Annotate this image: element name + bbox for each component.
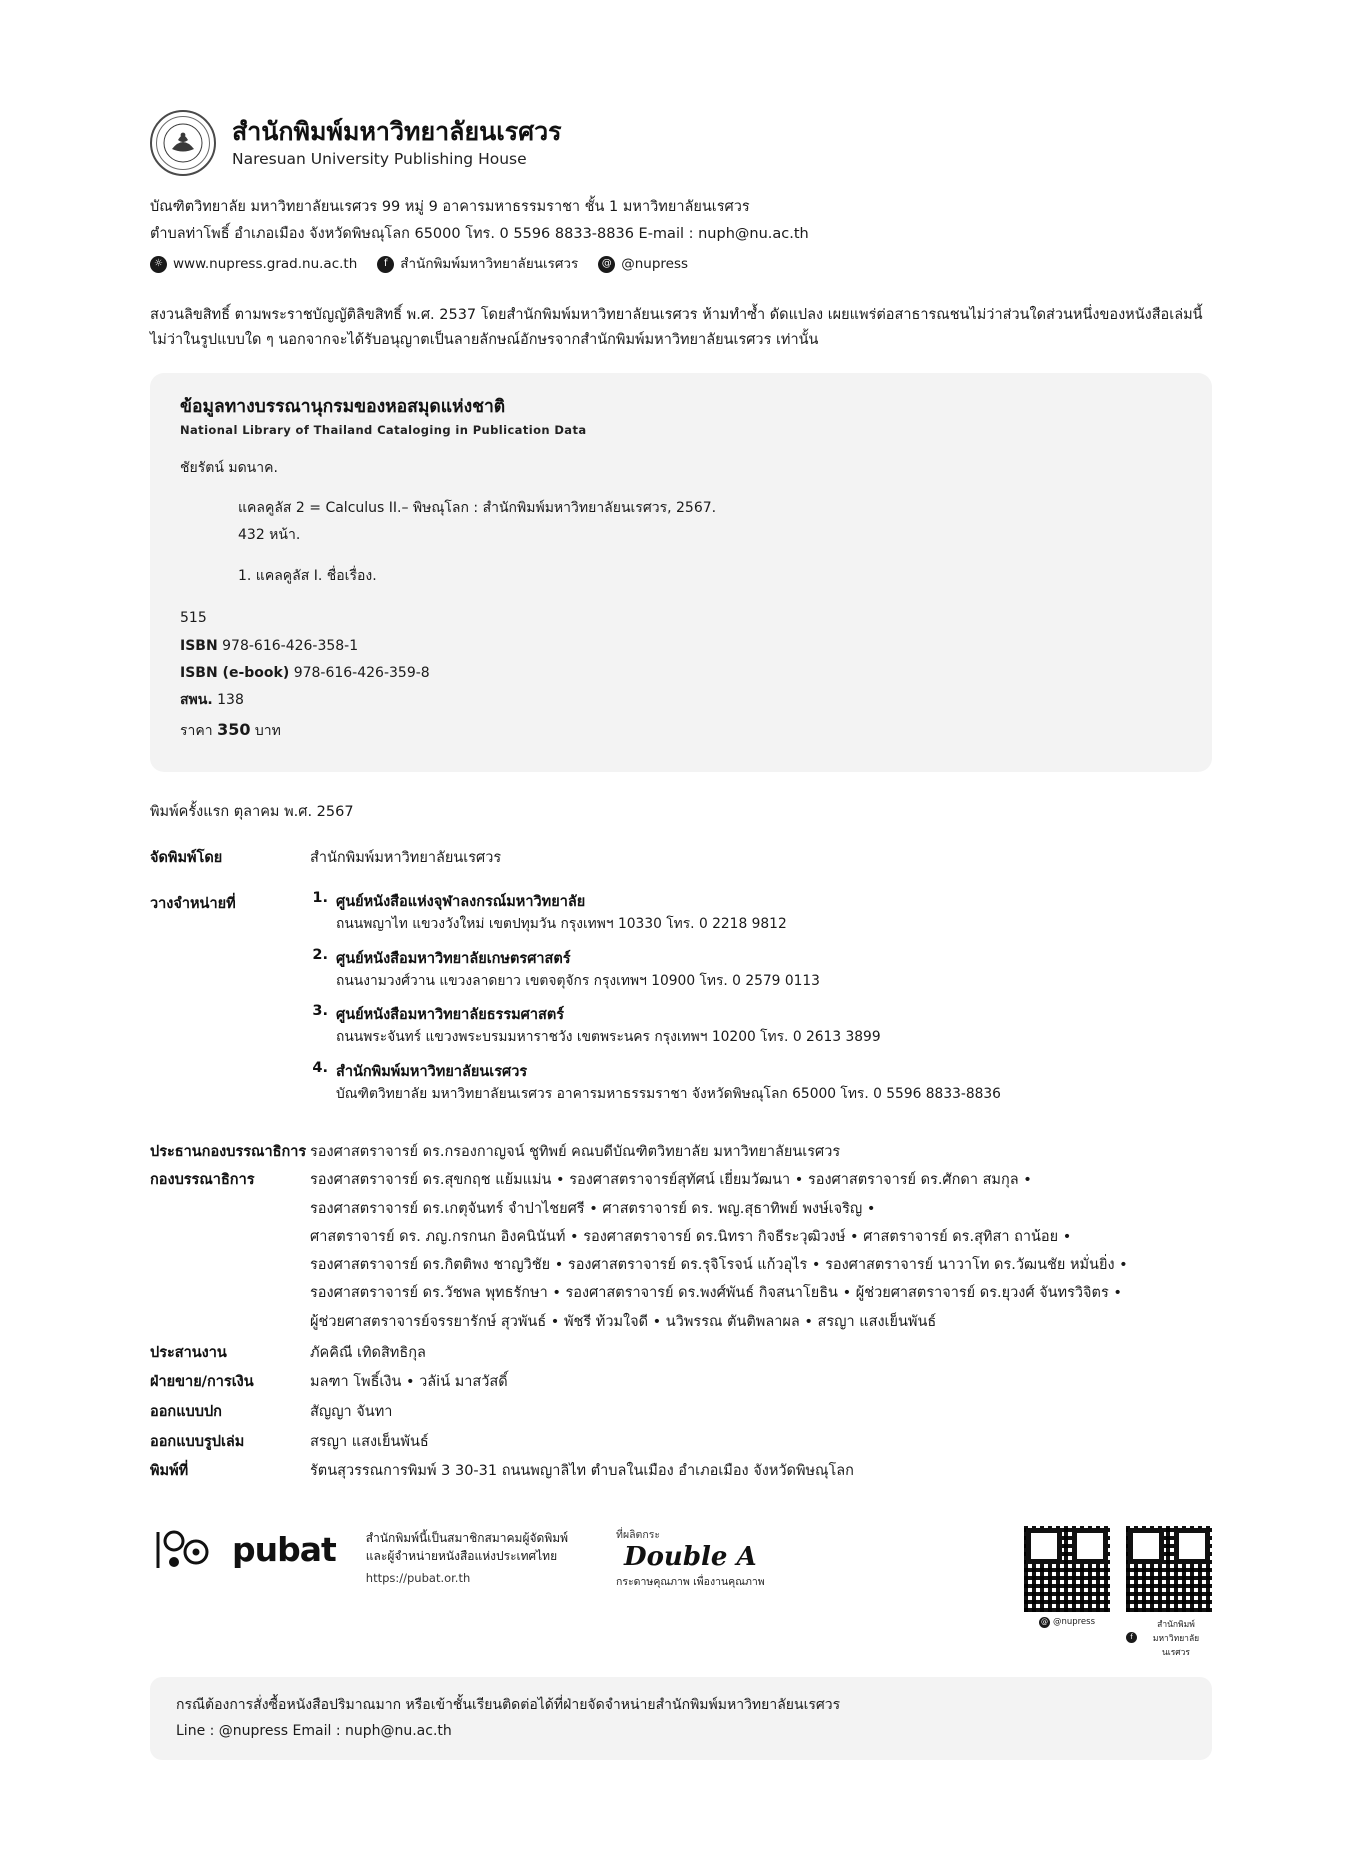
cip-title-entry: แคลคูลัส 2 = Calculus II.– พิษณุโลก : สำนักพิมพ์มหาวิทยาลัยนเรศวร, 2567. — [238, 500, 717, 517]
cip-author: ชัยรัตน์ มดนาค. — [180, 459, 278, 476]
at-icon: @ — [1040, 1617, 1048, 1626]
cip-isbn-ebook-value: 978-616-426-359-8 — [293, 664, 430, 681]
board-member-line: รองศาสตราจารย์ ดร.สุขกฤช แย้มแม่น • รองศาสตราจารย์สุทัศน์ เยี่ยมวัฒนา • รองศาสตราจารย์ ดร.ศักดา สมกุล • — [310, 1172, 1032, 1189]
distribution-label: วางจำหน่ายที่ — [150, 896, 236, 913]
qr-line-caption: @nupress — [1052, 1617, 1096, 1628]
qr-code-line[interactable] — [1024, 1526, 1110, 1628]
double-a-wordmark: Double A — [624, 1541, 757, 1572]
footer-logos — [150, 1526, 1212, 1659]
pubat-text-line-1: สำนักพิมพ์นี้เป็นสมาชิกสมาคมผู้จัดพิมพ์ — [365, 1530, 569, 1545]
bulk-order-note — [150, 1677, 1212, 1761]
cip-ddc: 515 — [180, 610, 207, 627]
qr-code-facebook[interactable] — [1126, 1526, 1212, 1659]
distributor-item — [310, 1060, 1212, 1106]
website-link[interactable] — [150, 252, 357, 277]
double-a-logo — [616, 1526, 765, 1591]
distributor-number: 2. — [312, 946, 328, 963]
masthead-title-en: Naresuan University Publishing House — [232, 149, 527, 168]
staff-label: ออกแบบรูปเล่ม — [150, 1433, 245, 1450]
pubat-wordmark: pubat — [232, 1530, 336, 1570]
distribution-section — [150, 890, 1212, 1116]
staff-label: ฝ่ายขาย/การเงิน — [150, 1374, 254, 1391]
facebook-link[interactable] — [377, 252, 578, 277]
facebook-icon: f — [377, 256, 394, 273]
publisher-value: สำนักพิมพ์มหาวิทยาลัยนเรศวร — [310, 849, 502, 866]
editorial-board-section — [150, 1138, 1212, 1336]
bulk-order-note-line-2: Line : @nupress Email : nuph@nu.ac.th — [176, 1722, 452, 1739]
staff-row — [150, 1429, 1212, 1457]
website-label: www.nupress.grad.nu.ac.th — [173, 255, 358, 272]
board-members-label: กองบรรณาธิการ — [150, 1172, 255, 1189]
board-member-line: รองศาสตราจารย์ ดร.วัชพล พุทธรักษา • รองศาสตราจารย์ ดร.พงศ์พันธ์ กิจสนาโยธิน • ผู้ช่วยศาสตราจารย์ ดร.ยุวงศ์ จันทรวิจิตร • — [310, 1285, 1122, 1302]
qr-nupress-line-icon[interactable] — [1024, 1526, 1110, 1612]
cip-price-value: 350 — [217, 720, 251, 740]
cip-sphn-row — [180, 687, 1182, 714]
cip-price-row — [180, 714, 1182, 745]
distributor-detail: บัณฑิตวิทยาลัย มหาวิทยาลัยนเรศวร อาคารมหาธรรมราชา จังหวัดพิษณุโลก 65000 โทร. 0 5596 8833-8836 — [336, 1085, 1001, 1102]
cip-isbn-row — [180, 633, 1182, 660]
cip-price-unit: บาท — [254, 723, 281, 740]
publisher-address — [150, 194, 1212, 277]
distributor-name: สำนักพิมพ์มหาวิทยาลัยนเรศวร — [336, 1063, 528, 1080]
qr-facebook-caption: สำนักพิมพ์มหาวิทยาลัยนเรศวร — [1152, 1619, 1200, 1658]
staff-row — [150, 1458, 1212, 1486]
staff-label: ประสานงาน — [150, 1344, 227, 1361]
cip-price-label: ราคา — [180, 723, 213, 740]
cip-isbn-value: 978-616-426-358-1 — [222, 637, 359, 654]
publisher-label: จัดพิมพ์โดย — [150, 849, 223, 866]
instagram-link[interactable] — [598, 252, 688, 277]
pubat-membership-text — [366, 1526, 568, 1588]
staff-value: ภัคคิณี เทิดสิทธิกุล — [310, 1344, 426, 1361]
cip-sphn-value: 138 — [217, 692, 244, 709]
board-chair-row — [150, 1138, 1212, 1166]
board-chair-label: ประธานกองบรรณาธิการ — [150, 1144, 307, 1161]
qr-codes — [1024, 1526, 1212, 1659]
staff-row — [150, 1340, 1212, 1368]
cip-pages: 432 หน้า. — [238, 527, 301, 544]
staff-row — [150, 1369, 1212, 1397]
distributor-item — [310, 1003, 1212, 1049]
cip-title-en: National Library of Thailand Cataloging in Publication Data — [180, 422, 587, 437]
board-members-row — [150, 1166, 1212, 1336]
address-line-2: ตำบลท่าโพธิ์ อำเภอเมือง จังหวัดพิษณุโลก 65000 โทร. 0 5596 8833-8836 E-mail : nuph@nu.ac.th — [150, 225, 809, 242]
first-printing: พิมพ์ครั้งแรก ตุลาคม พ.ศ. 2567 — [150, 803, 354, 820]
distributor-number: 3. — [312, 1003, 328, 1020]
pubat-mark-icon — [150, 1526, 222, 1574]
university-seal-icon — [150, 110, 216, 176]
masthead — [150, 110, 1212, 176]
staff-value: สัญญา จันทา — [310, 1404, 393, 1421]
staff-value: รัตนสุวรรณการพิมพ์ 3 30-31 ถนนพญาลิไท ตำบลในเมือง อำเภอเมือง จังหวัดพิษณุโลก — [310, 1463, 854, 1480]
board-member-line: ศาสตราจารย์ ดร. ภญ.กรกนก อิงคนินันท์ • รองศาสตราจารย์ ดร.นิทรา กิจธีระวุฒิวงษ์ • ศาสตราจารย์ ดร.สุทิสา ถาน้อย • — [310, 1228, 1072, 1245]
bulk-order-note-line-1: กรณีต้องการสั่งซื้อหนังสือปริมาณมาก หรือเข้าชั้นเรียนติดต่อได้ที่ฝ่ายจัดจำหน่ายสำนักพิมพ์มหาวิทยาลัยนเรศวร — [176, 1696, 841, 1713]
staff-value: มลฑา โพธิ์เงิน • วลัiน์ มาสวัสดิ์ — [310, 1374, 508, 1391]
distributor-detail: ถนนพญาไท แขวงวังใหม่ เขตปทุมวัน กรุงเทพฯ 10330 โทร. 0 2218 9812 — [336, 916, 787, 933]
facebook-label: สำนักพิมพ์มหาวิทยาลัยนเรศวร — [400, 255, 579, 272]
pubat-url[interactable]: https://pubat.or.th — [365, 1570, 471, 1585]
facebook-icon: f — [1126, 1632, 1137, 1643]
at-icon: @ — [598, 256, 615, 273]
social-links — [150, 252, 1212, 277]
copyright-paragraph: สงวนลิขสิทธิ์ ตามพระราชบัญญัติลิขสิทธิ์ พ.ศ. 2537 โดยสำนักพิมพ์มหาวิทยาลัยนเรศวร ห้ามทำซ้ำ ดัดแปลง เผยแพร่ต่อสาธารณชนไม่ว่าส่วนใดส่วนหนึ่งของหนังสือเล่มนี้ ไม่ว่าในรูปแบบใด ๆ นอกจากจะได้รับอนุญาตเป็นลายลักษณ์อักษรจากสำนักพิมพ์มหาวิทยาลัยนเรศวร เท่านั้น — [150, 306, 1203, 348]
masthead-title-th: สำนักพิมพ์มหาวิทยาลัยนเรศวร — [232, 116, 562, 146]
publisher-row — [150, 845, 1212, 873]
distributor-item — [310, 890, 1212, 936]
pubat-logo — [150, 1526, 336, 1574]
double-a-tagline: กระดาษคุณภาพ เพื่องานคุณภาพ — [616, 1576, 765, 1589]
board-member-line: รองศาสตราจารย์ ดร.กิตติพง ชาญวิชัย • รองศาสตราจารย์ ดร.รุจิโรจน์ แก้วอุไร • รองศาสตราจารย์ นาวาโท ดร.วัฒนชัย หมั่นยิ่ง • — [310, 1257, 1128, 1274]
distributor-name: ศูนย์หนังสือมหาวิทยาลัยเกษตรศาสตร์ — [336, 950, 571, 967]
cip-isbn-ebook-row — [180, 660, 1182, 687]
board-member-line: ผู้ช่วยศาสตราจารย์จรรยารักษ์ สุวพันธ์ • พัชรี ท้วมใจดี • นวิพรรณ ตันติพลาผล • สรญา แสงเย็นพันธ์ — [310, 1313, 937, 1330]
distributor-name: ศูนย์หนังสือแห่งจุฬาลงกรณ์มหาวิทยาลัย — [336, 894, 586, 911]
staff-label: พิมพ์ที่ — [150, 1463, 189, 1480]
cip-title-th: ข้อมูลทางบรรณานุกรมของหอสมุดแห่งชาติ — [180, 397, 506, 418]
globe-icon: ☼ — [150, 256, 167, 273]
pubat-text-line-2: และผู้จำหน่ายหนังสือแห่งประเทศไทย — [365, 1549, 558, 1564]
board-member-line: รองศาสตราจารย์ ดร.เกตุจันทร์ จำปาไชยศรี • ศาสตราจารย์ ดร. พญ.สุธาทิพย์ พงษ์เจริญ • — [310, 1200, 876, 1217]
qr-facebook-page-icon[interactable] — [1126, 1526, 1212, 1612]
cip-sphn-label: สพน. — [180, 692, 213, 709]
staff-row — [150, 1399, 1212, 1427]
distributor-name: ศูนย์หนังสือมหาวิทยาลัยธรรมศาสตร์ — [336, 1007, 565, 1024]
cip-isbn-ebook-label: ISBN (e-book) — [180, 664, 290, 681]
distributor-number: 4. — [312, 1059, 328, 1076]
cip-subject: 1. แคลคูลัส I. ชื่อเรื่อง. — [238, 567, 377, 584]
cip-isbn-label: ISBN — [180, 637, 218, 654]
instagram-label: @nupress — [621, 255, 689, 272]
board-chair-value: รองศาสตราจารย์ ดร.กรองกาญจน์ ชูทิพย์ คณบดีบัณฑิตวิทยาลัย มหาวิทยาลัยนเรศวร — [310, 1144, 841, 1161]
distributor-detail: ถนนพระจันทร์ แขวงพระบรมมหาราชวัง เขตพระนคร กรุงเทพฯ 10200 โทร. 0 2613 3899 — [336, 1029, 881, 1046]
distributor-number: 1. — [312, 890, 328, 907]
distributor-detail: ถนนงามวงศ์วาน แขวงลาดยาว เขตจตุจักร กรุงเทพฯ 10900 โทร. 0 2579 0113 — [336, 972, 820, 989]
cip-data-card — [150, 373, 1212, 771]
staff-label: ออกแบบปก — [150, 1404, 222, 1421]
staff-credits — [150, 1340, 1212, 1486]
distributor-item — [310, 947, 1212, 993]
staff-value: สรญา แสงเย็นพันธ์ — [310, 1433, 429, 1450]
double-a-top-text: ที่ผลิตกระ — [616, 1528, 661, 1541]
address-line-1: บัณฑิตวิทยาลัย มหาวิทยาลัยนเรศวร 99 หมู่ 9 อาคารมหาธรรมราชา ชั้น 1 มหาวิทยาลัยนเรศวร — [150, 199, 750, 215]
